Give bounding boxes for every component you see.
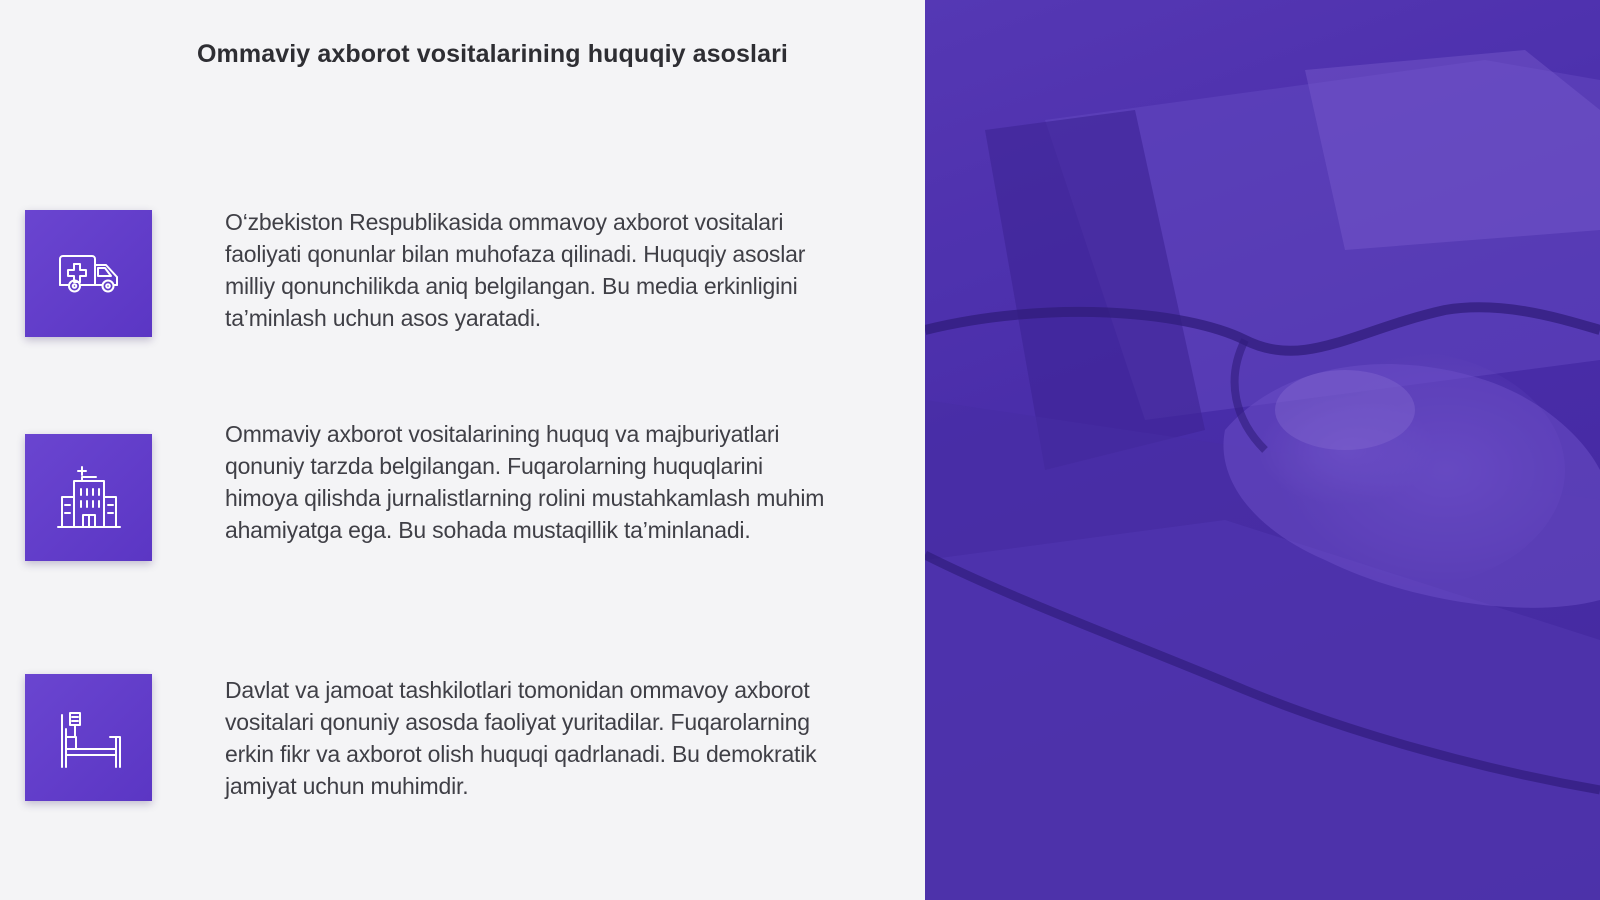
item-text: O‘zbekiston Respublikasida ommavoy axborot vositalari faoliyati qonunlar bilan muhofaza qilinadi. Huquqiy asoslar milliy qonunchilikda aniq belgilangan. Bu media erkinligini ta’minlash uchun asos yaratadi. [225,209,806,331]
ambulance-icon [25,210,152,337]
stethoscope-photo [925,0,1600,900]
hospital-icon [25,434,152,561]
hospital-bed-icon [25,674,152,801]
photo-overlay [925,0,1600,900]
slide-title: Ommaviy axborot vositalarining huquqiy asoslari [197,40,788,68]
item-text: Davlat va jamoat tashkilotlari tomonidan ommavoy axborot vositalari qonuniy asosda faoliyat yuritadilar. Fuqarolarning erkin fikr va axborot olish huquqi qadrlanadi. Bu demokratik jamiyat uchun muhimdir. [225,677,817,799]
item-text: Ommaviy axborot vositalarining huquq va majburiyatlari qonuniy tarzda belgilangan. Fuqarolarning huquqlarini himoya qilishda jurnalistlarning rolini mustahkamlash muhim ahamiyatga ega. Bu sohada mustaqillik ta’minlanadi. [225,421,825,543]
